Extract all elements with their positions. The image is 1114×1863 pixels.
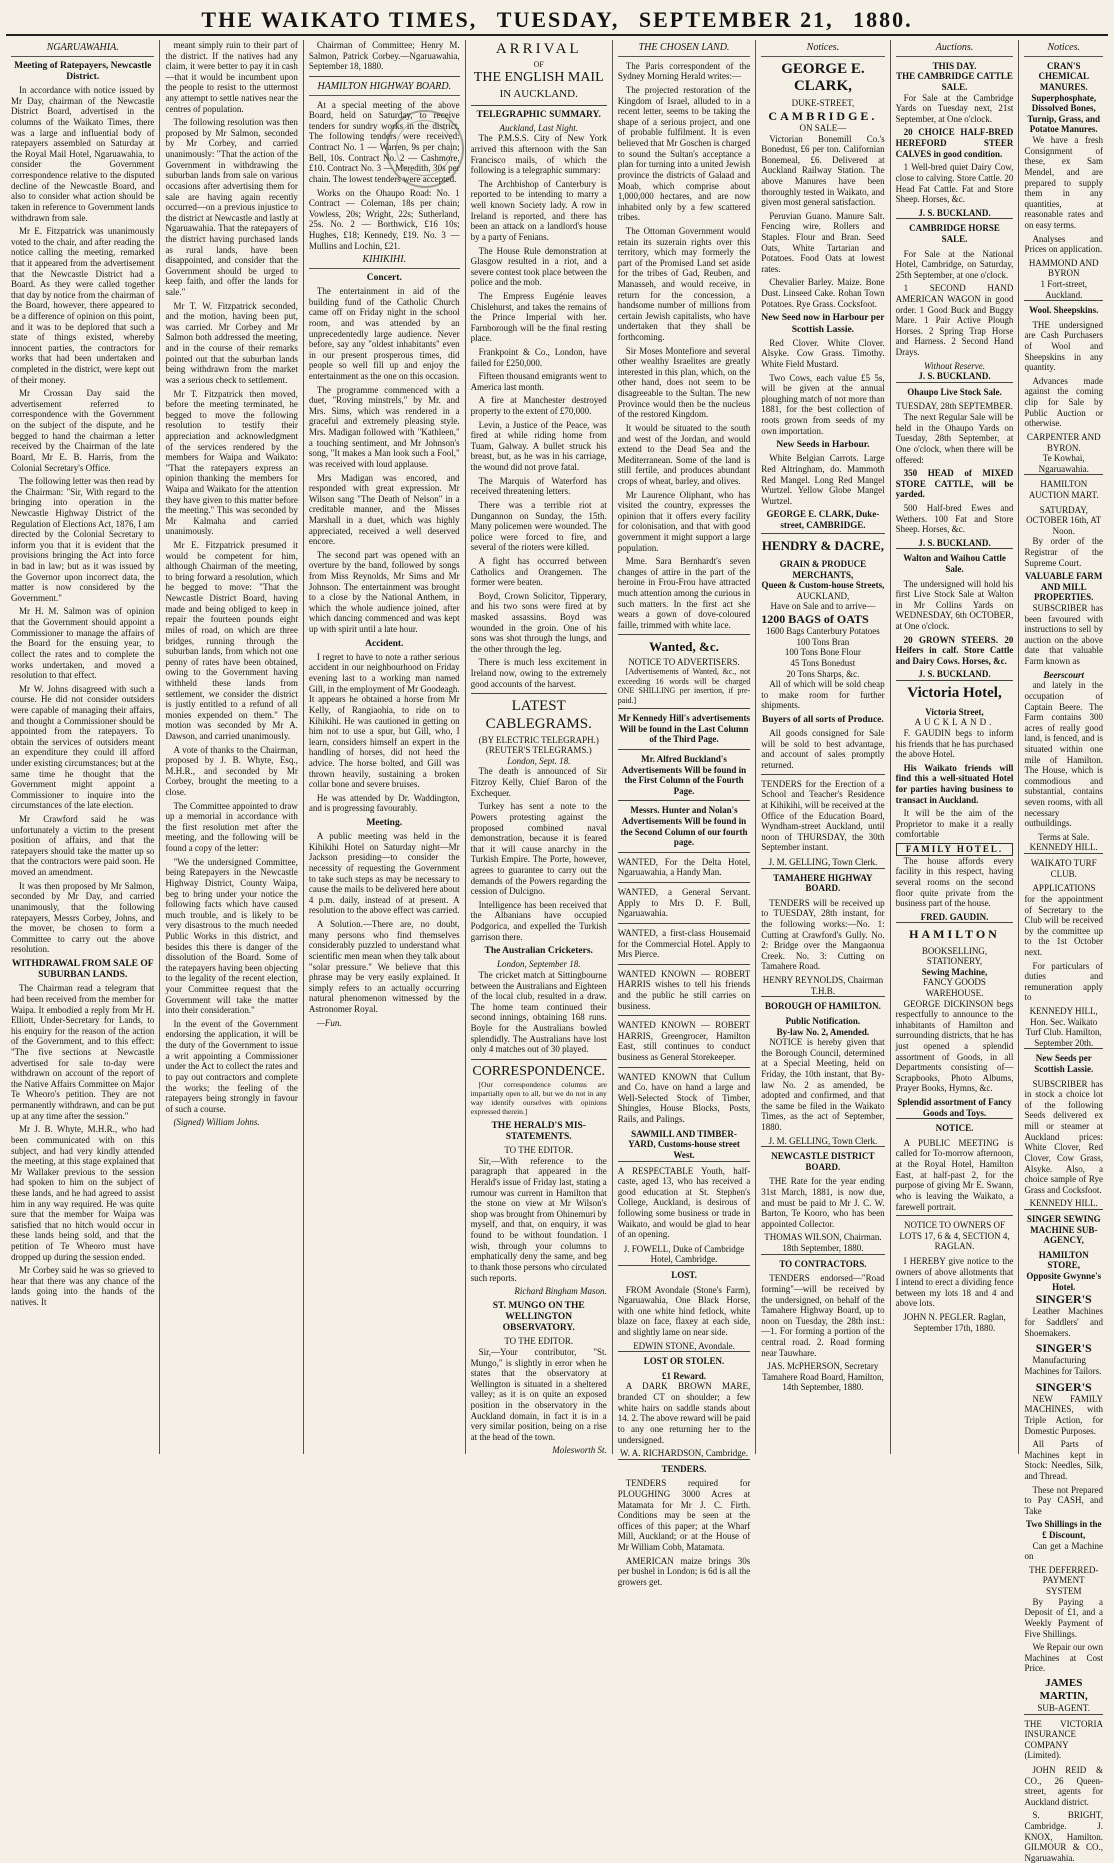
trade: GRAIN & PRODUCE MERCHANTS, [779,558,867,580]
wanted-heading: Wanted, &c. [649,639,719,655]
section-header: HAMILTON HIGHWAY BOARD. [309,81,460,96]
paragraph: I HEREBY give notice to the owners of above allotments that I intend to erect a dividing fence between my lots 18 and 4 and above lots. [895,1255,1014,1309]
paragraph: Sir Moses Montefiore and several other wealthy Israelites are greatly interested in this plan, which, on the other hand, does not seem to be disagreeable to the Sultan. The new Province would then be the nucleus of the restored Kingdom. [617,345,751,420]
masthead-day: TUESDAY, [496,7,620,32]
advert-signoff: J. S. BUCKLAND. [918,669,991,680]
subheading: TAMAHERE HIGHWAY BOARD. [761,868,884,898]
advert-signoff: KENNEDY HILL. [1029,842,1098,853]
dateline: London, Sept. 18. [507,755,571,766]
advert-signoff: J. M. GELLING, Town Clerk. [768,856,878,867]
section-header: Auctions. [896,42,1014,57]
paragraph: There was a terrible riot at Dungannon on Sunday, the 15th. Many policemen were wounded. The police were forced to fire, and several of the rioters were killed. [470,499,607,553]
paragraph: Peruvian Guano. Manure Salt. Fencing wire, Rollers and Staples. Flour and Bran. Seed Oats, White Tartarian and Potatoes. Food Oats at lowest rates. [761,210,885,274]
paragraph: The following resolution was then proposed by Mr Salmon, seconded by Mr Corbey, and carried unanimously: "That the action of the Government in withdrawing the suburban lands from sale on various occasions after advertising them for sale are having again recently occurred—on a previous injustice to the district at Newcastle and lastly at Ngaruawahia. That the ratepayers of the district having purchased lands as rural lands, have been disappointed, and consider that the Government should be urged to keep faith, and offer the lands for sale." [165,117,298,298]
advert-signoff: J. S. BUCKLAND. [918,371,991,382]
subheading: New Seed now in Harbour per Scottish Lassie. [761,313,885,335]
paragraph: The Paris correspondent of the Sydney Morning Herald writes:— [617,60,751,82]
paragraph: The projected restoration of the Kingdom of Israel, alluded to in a recent letter, seems to be taking the shape of a serious project, and one of probable fulfilment. It is even believed that Mr Goschen is charged to sound the Sultan's acceptance a plan for turning into a united Jewish province the districts of Galaad and Moab, which comprise about 1,000,000 hectares, and are now inhabited only by a few scattered tribes. [617,85,751,223]
paragraph: The House Rule demonstration at Glasgow resulted in a riot, and a severe contest took place between the police and the mob. [470,245,607,288]
advert-signoff: THOMAS WILSON, Chairman. [764,1232,882,1243]
subheading: Two Shillings in the £ Discount, [1025,1519,1102,1541]
signature: (Signed) William Johns. [173,1117,260,1128]
subheading: WITHDRAWAL FROM SALE OF SUBURBAN LANDS. [11,958,154,981]
paragraph: Sir,—Your contributor, "St. Mungo," is slightly in error when he states that the observatory at Wellington is situated in a sheltered valley; as it is on quite an exposed position in the observatory in the Auckland domain, in fact it is in a very similar position, being on a rise at the head of the town. [470,1346,607,1442]
paragraph: F. GAUDIN begs to inform his friends that he has purchased the above Hotel. [895,728,1014,760]
date-line: 18th September, 1880. [782,1243,864,1254]
paragraph: Sir,—With reference to the paragraph that appeared in the Herald's issue of Friday last, stating a rumour was current in Hamilton that the stone on view at Mr Wilson's shop was brought from Ohinemuri by myself, and that, on enquiry, it was found to be without foundation. I wish, through your columns to emphatically deny the same, and beg to thank those persons who circulated such reports. [470,1155,607,1283]
paragraph: TENDERS will be received up to TUESDAY, 28th instant, for the following works:—No. 1: Cutting at Crawford's Gully. No. 2: Bridge over the Mangaonua Creek. No. 3: Cutting on Tamahere Road. [761,897,885,972]
paragraph: In the event of the Government endorsing the application, it will be the duty of the Government to issue a writ appointing a Commissioner under the Act to collect the rates and to pay out contractors and complete the works; the feeling of the ratepayers being strongly in favour of such a course. [165,1018,298,1114]
advertiser-name: CRAN'S CHEMICAL MANURES. [1038,60,1089,93]
postmark-stamp-inner [396,120,452,176]
paragraph: It will be the aim of the Proprietor to make it a really comfortable [895,808,1014,840]
paragraph: 500 Half-bred Ewes and Wethers. 100 Fat and Store Sheep. Horses, &c. [895,502,1014,535]
paragraph: Two Cows, each value £5 5s, will be given at the annual ploughing match of not more than 1881, for the best collection of roots grown from seeds of my own importation. [761,372,885,436]
section-header: Notices. [761,42,884,57]
advert-signoff: HAMMOND AND BYRON [1028,257,1099,279]
subheading: BOROUGH OF HAMILTON. [761,996,884,1016]
paragraph: Mr J. B. Whyte, M.H.R., who had been communicated with on this subject, and had very kindly attended the meeting, at this stage explained that Mr Wallaker previous to the session had spoken to him on the subject of these lands, and he had agreed to assist him in any way required. He was quite sure that the member for Waipa was satisfied that no hitch would occur in these lands being sold, and that the petition of Te Wheoro must have dropped up during the session ended. [11,1124,155,1262]
brand: SINGER'S [1035,1292,1092,1307]
column-6 [756,40,890,1454]
advert-signoff: JAMES MARTIN, [1039,1676,1088,1702]
advertiser-name: HENDRY & DACRE, [761,533,884,557]
advert-signoff: SAWMILL AND TIMBER-YARD, Customs-house street West. [628,1128,740,1160]
paragraph: It was then proposed by Mr Salmon, seconded by Mr Day, and carried unanimously, that the following ratepayers, Messrs Corbey, Johns, and the mover, be chosen to form a Committee to carry out the above resolution. [11,880,155,955]
section-header: NGARUAWAHIA. [11,42,154,57]
advert-signoff: J. S. BUCKLAND. [918,537,991,548]
subheading: HAMILTON AUCTION MART. [1024,474,1103,504]
subheading: CAMBRIDGE HORSE SALE. [896,218,1014,248]
brand: SINGER'S [1035,1379,1092,1394]
address: Te Kowhai, Ngaruawahia. [1038,453,1089,474]
advert: WANTED, a first-class Housemaid for the Commercial Hotel. Apply to Mrs Pierce. [618,923,750,964]
columns [6,40,1108,1863]
paragraph: The second part was opened with an overture by the band, followed by songs from Miss Reynolds, Mr Sims and Mr Johnson. The entertainment was brought to a close by the National Anthem, in which the whole audience joined, after which dancing commenced and was kept up with spirit until a late hour. [308,549,460,635]
subheading: New Seeds in Harbour. [776,440,870,451]
paragraph: Mr Crawford said he was unfortunately a victim to the present position of affairs, and that the ratepayers should take the matter up so that the contractors were paid soon. He moved an amendment. [11,814,155,878]
paragraph: We Repair our own Machines at Cost Price. [1024,1642,1103,1674]
advert: Mr. Alfred Buckland's Advertisements Will be found in the First Column of the Fourth Page. [618,749,750,800]
advert: WANTED KNOWN — ROBERT HARRIS, Greengrocer, Hamilton East, still continues to conduct business as General Storekeeper. [618,1015,750,1066]
paragraph: 20 GROWN STEERS. 20 Heifers in calf. Store Cattle and Dairy Cows. Horses, &c. [895,634,1014,666]
reward-label: £1 Reward. [662,1370,707,1381]
signature: Molesworth St. [552,1445,607,1456]
advertiser-name: GEORGE E. CLARK, [781,60,865,95]
advert: THE VICTORIA INSURANCE COMPANY (Limited). [1024,1714,1103,1765]
advert-signoff: KENNEDY HILL. [1029,1198,1098,1209]
subheading: NOTICE. [896,1118,1014,1138]
source-credit: —Fun. [316,1017,342,1028]
item-line: 1200 BAGS of OATS [761,612,869,627]
subheading: Accident. [365,638,404,649]
paragraph: The cricket match at Sittingbourne between the Australians and Eighteen of the local club, resulted in a draw. The home team continued their second innings, obtaining 168 runs. Boyle for the Australians bowled splendidly. The Australians have lost only 4 matches out of 30 played. [470,970,607,1055]
address: Victoria Street, [925,706,984,717]
paragraph: A Solution.—There are, no doubt, many persons who find themselves considerably puzzled to understand what scientific men mean when they talk about "solar pressure." We believe that this phrase may be very easily explained. It simply refers to an actually occurring natural phenomenon witnessed by the Astronomer Royal. [308,919,460,1014]
paragraph: SUBSCRIBER has been favoured with instructions to sell by auction on the above date that valuable Farm known as [1024,603,1103,667]
paragraph: Mme. Sara Bernhardt's seven changes of attire in the part of the heroine in Frou-Frou have attracted much attention among the curious in such matters. In the first act she wears a gown of dove-coloured faille, trimmed with white lace. [617,556,751,630]
paragraph: Mr Laurence Oliphant, who has visited the country, expresses the opinion that it offers every facility for colonisation, and that with good government it might support a large population. [617,489,751,553]
address: Opposite Gwynne's Hotel. [1026,1271,1102,1292]
trade: Sewing Machine, [921,966,988,977]
dateline: London, September 18. [496,959,581,970]
paragraph: We have a fresh Consignment of these, ex Sam Mendel, and are prepared to supply them in any quantities, at reasonable rates and on easy terms. [1024,135,1103,230]
advert: A RESPECTABLE Youth, half-caste, aged 13, who has received a good education at St. Stephen's College, Auckland, is desirous of following some business or trade in Waikato, and would be glad to hear of an opening. [618,1161,750,1244]
paragraph: By Paying a Deposit of £1, and a Weekly Payment of Five Shillings. [1024,1596,1103,1639]
subheading: Walton and Waihou Cattle Sale. [896,548,1014,578]
cablegrams-heading: LATEST CABLEGRAMS. [485,698,592,732]
advert: Mr Kennedy Hill's advertisements Will be found in the Last Column of the Third Page. [618,708,750,749]
masthead-name: THE WAIKATO TIMES, [201,7,478,32]
agency-label: (REUTER'S TELEGRAMS.) [485,745,592,756]
advert-signoff: W. A. RICHARDSON, Cambridge. [620,1448,748,1459]
paragraph: S. BRIGHT, Cambridge. J. KNOX, Hamilton. GILMOUR & CO., Ngaruawahia. [1024,1810,1103,1863]
brand: SINGER'S [1035,1341,1092,1356]
paragraph: For Sale at the Cambridge Yards on Tuesday next, 21st September, at One o'clock. [895,92,1014,124]
advert-signoff: JOHN N. PEGLER. Raglan, September 17th, 1880. [903,1312,1006,1333]
note: Terms at Sale. [1038,831,1090,842]
paragraph: TENDERS required for PLOUGHING 3000 Acres at Matamata for Mr J. C. Firth. Conditions may be seen at the offices of this paper; at the Wharf Mill, Auckland; or at the House of Mr William Cobb, Matamata. [617,1478,751,1552]
paragraph: THE undersigned are Cash Purchasers of Wool and Sheepskins in any quantity. [1024,319,1103,373]
paragraph: By order of the Registrar of the Supreme Court. [1024,536,1103,568]
paragraph: [Advertisements of Wanted, &c., not exceeding 16 words will be charged ONE SHILLING per insertion, if pre-paid.] [617,667,751,705]
paragraph: 1 SECOND HAND AMERICAN WAGON in good order. 1 Good Buck and Buggy Mare. 1 Pair Active Plough Horses. 2 Spring Trap Horse and Harness. 2 Second Hand Drays. [895,283,1014,358]
paragraph: The house affords every facility in this respect, having several rooms on the second floor quite private from the business part of the house. [895,855,1014,909]
item-line: 45 Tons Bonedust [790,658,856,669]
paragraph: There is much less excitement in Ireland now, owing to the extremely good accounts of the harvest. [470,657,607,689]
paragraph: A PUBLIC MEETING is called for To-morrow afternoon, at the Royal Hotel, Hamilton East, at half-past 2, for the purpose of giving Mr E. Swann, who is leaving the Waikato, a farewell portrait. [895,1137,1014,1212]
paragraph: Mr E. Fitzpatrick was unanimously voted to the chair, and after reading the notice calling the meeting, remarked that it appeared from the advertisement that the Newcastle District had a Board. As they were called together that day by notice from the chairman of the Board, however, there appeared to be a difference of opinion on this point, and it was to be deplored that such a state of things existed, whereby innocent parties, the contractors for works that had been undertaken and completed in the district, were kept out of their money. [11,226,155,385]
onsale-label: Have on Sale and to arrive— [770,601,876,612]
paragraph: Levin, a Justice of the Peace, was fired at while riding home from Tuam, Galway. A bullet struck his breast, but, as he was in his carriage, the wound did not prove fatal. [470,419,607,473]
advert-signoff: J. FOWELL, Duke of Cambridge Hotel, Cambridge. [623,1243,745,1265]
onsale-label: ON SALE— [799,122,847,133]
paragraph: GEORGE DICKINSON begs respectfully to announce to the inhabitants of Hamilton and surrounding districts, that he has just opened a splendid assortment of Goods, in all Departments consisting of—Scrapbooks, Photo Albums, Prayer Books, Hymns, &c. [895,998,1014,1094]
advert-signoff: EDWIN STONE, Avondale. [633,1340,735,1351]
subheading: NOTICE TO OWNERS OF LOTS 17, 6 & 4, SECTION 4, RAGLAN. [896,1215,1014,1256]
subheading: Public Notification. [785,1015,861,1026]
paragraph: Fifteen thousand emigrants went to America last month. [470,371,607,392]
paragraph: "We the undersigned Committee, being Ratepayers in the Newcastle Highway District, County Waipa, beg to bring under your notice the following facts which have caused much trouble, and is likely to be very disastrous to the much needed Public Works in this district, and besides this there is danger of the dissolution of the Board. Some of the ratepayers having been objecting to the legality of the recent election, your Committee request that the Government will take the matter into their consideration." [165,856,298,1016]
paragraph: Mrs Madigan was encored, and responded with great expression. Mr Wilson sang "The Death of Nelson" in a creditable manner, and the Misses Marshall in a duet, which was highly appreciated, received a well deserved encore. [308,472,460,547]
paragraph: 350 HEAD of MIXED STORE CATTLE, will be yarded. [895,468,1014,500]
note: Without Reserve. [924,360,985,371]
paragraph: I regret to have to note a rather serious accident in our neighbourhood on Friday evening last to a working man named Gill, in the employment of Mr Goodeagh. It appears he obtained a horse from Mr Kelly, of Rangiaohia, to ride on to Kihikihi. He was cautioned in getting on him not to use a spur, but Gill, who, I learn, considers himself an expert in the handling of horses, did not heed the advice. The horse bolted, and Gill was thrown heavily, sustaining a broken collar bone and severe bruises. [308,651,460,790]
paragraph: Chairman of Committee; Henry M. Salmon, Patrick Corbey.—Ngaruawahia, September 18, 1880. [308,40,460,72]
paragraph: meant simply ruin to their part of the district. If the natives had any claim, it were better to pay it in cash—that it would be incumbent upon the people to resist to the uttermost any attempt to settle natives near the centres of population. [165,40,298,114]
subheading: WAIKATO TURF CLUB. [1024,853,1103,883]
farm-name: Beerscourt [1043,669,1084,680]
telegraph-label: (BY ELECTRIC TELEGRAPH.) [478,734,599,745]
trade: FANCY GOODS WAREHOUSE. [923,977,986,998]
town: AUCKLAND. [914,717,995,728]
paragraph: All of which will be sold cheap to make room for further shipments. [761,679,885,711]
paragraph: The undersigned will hold his first Live Stock Sale at Walton in Mr Collins Yards on WEDNESDAY, 6th OCTOBER, at One o'clock. [895,578,1014,632]
paragraph: AMERICAN maize brings 30s per bushel in London; is 6d is all the growers get. [617,1555,751,1587]
paragraph: A fire at Manchester destroyed property to the extent of £70,000. [470,395,607,417]
section-header: THE CHOSEN LAND. [618,42,750,57]
paragraph: The Chairman read a telegram that had been received from the member for Waipa. It embodied a reply from Mr H. Elliott, Under-Secretary for Lands, to his enquiry for the reason of the action of the Government, and to this effect: "The five sections at Newcastle advertised for sale to-day were withdrawn on account of the report of the Native Affairs Committee on Major Te Wheoro's petition. They are not permanently withdrawn, and can be put up at any time after the session." [11,983,155,1121]
subheading: Buyers of all sorts of Produce. [762,715,884,726]
subheading: TENDERS. [618,1459,750,1479]
paragraph: A vote of thanks to the Chairman, proposed by J. B. Whyte, Esq., M.H.R., and seconded by Mr Corbey, brought the meeting to a close. [165,744,298,798]
paragraph: He was attended by Dr. Waddington, and is progressing favourably. [308,792,460,814]
date-line: SATURDAY, OCTOBER 16th, AT Noon. [1026,504,1102,536]
advert: WANTED KNOWN — ROBERT HARRIS wishes to tell his friends and the public he still carries on business. [618,964,750,1015]
divider [471,105,607,106]
masthead [6,6,1108,36]
advert-signoff: J. S. BUCKLAND. [918,207,991,218]
paragraph: In accordance with notice issued by Mr Day, chairman of the Newcastle District Board, advertised in the columns of the Waikato Times, there was a large and influential body of ratepayers assembled on Saturday at the Royal Mail Hotel, Ngaruawahia, to consider the Government correspondence relative to the disputed decline of the Newcastle Board, and also to consider what action should be taken in reference to Government lands withdrawn from sale. [11,85,155,223]
paragraph: The programme commenced with a duet, "Roving minstrels," by Mr. and Mrs. Sims, which was rendered in a graceful and extremely pleasing style. Mrs. Madigan followed with "Kathleen," a touching sentiment, and Mr Johnson's song, "It makes a Man look such a Fool," was received with loud applause. [308,384,460,469]
subheading: Superphosphate, Dissolved Bones, Turnip, Grass, and Potatoe Manures. [1027,92,1101,135]
masthead-year: 1880. [853,7,913,32]
advert: WANTED, For the Delta Hotel, Ngaruawahia, a Handy Man. [618,852,750,882]
advert-signoff: HENRY REYNOLDS, Chairman T.H.B. [762,975,884,996]
paragraph: Mr Corbey said he was so grieved to hear that there was any chance of the lands going into the hands of the natives. It [11,1265,155,1308]
masthead-date: SEPTEMBER 21, [638,7,834,32]
paragraph: The Archbishop of Canterbury is reported to be intending to marry a well known Society lady. A row in Ireland is reported, and there has been an attack on a landlord's house by a party of Fenians. [470,178,607,242]
advert: WANTED KNOWN that Cullum and Co. have on hand a large and Well-Selected Stock of Timber, Shingles, House Blocks, Posts, Rails, and Palings. [618,1067,750,1129]
paragraph: 20 CHOICE HALF-BRED HEREFORD STEER CALVES in good condition. [895,127,1014,159]
signature: Richard Bingham Mason. [514,1286,607,1297]
paragraph: Mr E. Fitzpatrick presumed it would be competent for him, although Chairman of the meeting, to bring forward a resolution, which he begged to move: "That the Newcastle District Board, having made and being obliged to keep in repair the fourteen pounds eight miles of road, on which are three bridges, running through the suburban lands, from which not one penny of rates have been obtained, owing to the Government having withheld these lands from settlement, we consider the district is justly entitled to a refund of all monies expended on them." The motion was seconded by Mr A. Dawson, and carried unanimously. [165,540,298,741]
correspondence-heading: CORRESPONDENCE. [472,1063,606,1079]
paragraph: For Sale at the National Hotel, Cambridge, on Saturday, 25th September, at one o'clock. [895,248,1014,280]
trade: BOOKSELLING, STATIONERY, [921,945,988,967]
paragraph: Mr H. M. Salmon was of opinion that the Government should appoint a Commissioner to manage the affairs of the Board for the ensuing year, to collect the rates and to complete the works undertaken, and moved a resolution to that effect. [11,606,155,681]
paragraph: The Ottoman Government would retain its suzerain rights over this territory, which may formerly the part of the Promised Land set aside for the tribes of Gad, Reuben, and Manasseh, and would receive, in return for the concession, a handsome number of millions from certain Jewish capitalists, who have undertaken that they shall be forthcoming. [617,225,751,343]
paragraph: NOTICE is hereby given that the Borough Council, determined at a Special Meeting, held on Friday, the 10th instant, that By-law No. 2 as amended, be adopted and confirmed, and that the same be filed in the Waikato Times, as the act of September, 1880. [761,1037,885,1132]
subheading: The Australian Cricketers. [484,946,593,957]
address: 1 Fort-street, Auckland. [1040,278,1087,300]
paragraph: It would be situated to the south and west of the Jordan, and would extend to the Dead Sea and the Mediterranean. Some of the land is still fertile, and produces abundant crops of wheat, barley, and olives. [617,422,751,486]
paragraph: Mr T. Fitzpatrick then moved, before the meeting terminated, he begged to move the following resolution to testify their appreciation and acknowledgment of the services rendered by the members for Waipa and Waikato: "That the ratepayers express an opinion thanking the members for Waipa and Waikato for the attention they have given to this matter before the meeting." This was seconded by Mr Kalmaha and carried unanimously. [165,388,298,537]
paragraph: All goods consigned for Sale will be sold to best advantage, and account of sales promptly returned. [761,728,885,771]
paragraph: FROM Avondale (Stone's Farm), Ngaruawahia, One Black Horse, with one white hind fetlock, white blaze on face, flaxey at each side, and slightly lame on near side. [617,1284,751,1338]
dateline: Auckland, Last Night. [499,122,578,133]
divider [471,693,607,694]
subheading: ST. MUNGO ON THE WELLINGTON OBSERVATORY. [492,1300,585,1334]
paragraph: The next Regular Sale will be held in the Ohaupo Yards on Tuesday, 28th September, at One o'clock, when there will be offered: [895,412,1014,465]
section-header: KIHIKIHI. [309,254,460,269]
subheading: New Seeds per Scottish Lassie. [1024,1048,1103,1078]
subheading: TO CONTRACTORS. [761,1254,884,1274]
paragraph: Advances made against the coming clip for Sale by Public Auction or otherwise. [1024,375,1103,429]
subheading: Meeting. [366,818,403,828]
paragraph: A fight has occurred between Catholics and Orangemen. The former were beaten. [470,555,607,588]
divider [309,76,460,77]
paragraph: The death is announced of Sir Fitzroy Kelly, Chief Baron of the Exchequer. [470,766,607,798]
paragraph: The Empress Eugénie leaves Chislehurst, and takes the remains of the Prince Imperial with her. Farnborough will be the final resting place. [470,290,607,344]
paragraph: Mr W. Johns disagreed with such a course. He did not consider outsiders were capable of managing their affairs, and thought a Commissioner should be appointed from the ratepayers. To obtain the services of outsiders meant an expenditure they could ill afford under existing circumstances; but at the same time he thought that the Government might appoint a Commissioner to inquire into the circumstances of the late election. [11,683,155,811]
subheading: HAMILTON STORE, [1038,1249,1089,1271]
paragraph: Turkey has sent a note to the Powers protesting against the proposed combined naval demonstration, because it is feared that it will cause anarchy in the Turkish Empire. The Porte, however, agrees to guarantee to carry out the demands of the Powers regarding the cession of Dulcigno. [470,801,607,897]
paragraph: The following letter was then read by the Chairman: "Sir, With regard to the bringing into operation in the Newcastle Highway District of the Regulation of Elections Act, 1876, I am directed by the Colonial Secretary to inform you that it is evident that the provisions bringing the Act into force in bad in law; but as it was issued by the Governor upon incorrect data, the matter is now considered by the Government." [11,476,155,603]
paragraph: TENDERS endorsed—"Road forming"—will be received by the undersigned, on behalf of the Tamahere Highway Board, up to noon on Tuesday, the 28th inst.:—1. For forming a portion of the central road. 2. Road forming near Tauwhare. [761,1273,885,1358]
town: HAMILTON [896,922,1014,945]
section-header: Notices. [1024,42,1103,57]
subheading: THE CAMBRIDGE CATTLE SALE. [896,71,1013,93]
paragraph: Manufacturing Machines for Tailors. [1024,1355,1102,1376]
paragraph: Mr Crossan Day said the advertisement referred to correspondence with the Government on the subject of the dispute, and he begged to hand the chairman a letter received by the Chairman of the late Board, Mr E. B. Harris, from the Colonial Secretary's Office. [11,388,155,473]
advert-signoff: FRED. GAUDIN. [920,911,989,922]
paragraph: The Marquis of Waterford has received threatening letters. [470,475,607,497]
paragraph: JOHN REID & CO., 26 Queen-street, agents for Auckland district. [1024,1764,1103,1807]
subheading: Ohaupo Live Stock Sale. [896,382,1014,402]
paragraph: THE Rate for the year ending 31st March, 1881, is now due, and must be paid to Mr J. C. W. Barton, Te Kooro, who has been appointed Collector. [761,1176,885,1229]
notice-label: NOTICE TO ADVERTISERS. [628,656,740,667]
paragraph: 1 Well-bred quiet Dairy Cow, close to calving. Store Cattle. 20 Head Fat Cattle. Fat and Store Sheep. Horses, &c. [895,162,1014,205]
column-2 [160,40,303,1454]
paragraph: Works on the Ohaupo Road: No. 1 Contract — Coleman, 18s per chain; Vowless, 20s; Wright, 22s; Sutherland, 25s. No. 2 — Borthwick, £16 10s; Hughes, £18; Kennedy, £19. No. 3 — Mullins and Lochin, £21. [308,187,460,251]
paragraph: Leather Machines for Saddlers' and Shoemakers. [1024,1306,1103,1338]
english-mail-heading: THE ENGLISH MAIL [473,70,604,86]
subheading: VALUABLE FARM AND MILL PROPERTIES. [1025,571,1103,603]
address: Queen & Custom-house Streets, [761,580,885,591]
item-line: 100 Tons Bran [796,636,850,647]
subheading: Splendid assortment of Fancy Goods and Toys. [897,1097,1012,1118]
subheading: SINGER SEWING MACHINE SUB-AGENCY, [1024,1209,1103,1250]
subheading: LOST OR STOLEN. [618,1351,750,1371]
column-4 [466,40,613,1454]
subheading: Wool. Sheepskins. [1024,300,1103,320]
town: AUCKLAND, [796,590,850,601]
paragraph: Mr T. W. Fitzpatrick seconded, and the motion, having been put, was carried. Mr Corbey and Mr Salmon both addressed the meeting, and in the course of their remarks pointed out that the suburban lands being withdrawn from the market was a serious check to settlement. [165,300,298,385]
article-title: Meeting of Ratepayers, Newcastle District. [14,60,152,82]
paragraph: Can get a Machine on [1024,1540,1103,1562]
date-line: TUESDAY, 28th SEPTEMBER. [895,401,1014,412]
subheading: THE DEFERRED-PAYMENT SYSTEM [1029,1564,1099,1597]
subheading: LOST. [618,1265,750,1285]
title: SUB-AGENT. [1037,1702,1091,1713]
subheading: Concert. [366,272,402,283]
subheading: THIS DAY. [932,60,977,71]
advert-signoff: CARPENTER AND BYRON. [1026,431,1101,453]
column-8 [1019,40,1108,1863]
paragraph: At a special meeting of the above Board, held on Saturday, to receive tenders for sundry works in the district. The following tenders were received: Contract No. 1 — Warren, 9s per chain; Bell, 10s. Contract No. 2 — Cashmore, £10. Contract No. 3 — Meredith, 30s per chain. The lowest tenders were accepted. [308,99,460,184]
paragraph: NEW FAMILY MACHINES, with Triple Action, for Domestic Purposes. [1024,1393,1103,1436]
hotel-name: Victoria Hotel, [896,680,1014,707]
subheading: THE HERALD'S MIS-STATEMENTS. [491,1120,586,1143]
subheading: NEWCASTLE DISTRICT BOARD. [761,1146,884,1176]
subheading: By-law No. 2, Amended. [776,1026,870,1037]
to-editor: TO THE EDITOR. [504,1145,574,1156]
advert-signoff: GEORGE E. CLARK, Duke-street, CAMBRIDGE. [766,509,880,531]
item-line: 1600 Bags Canterbury Potatoes [766,626,880,637]
advert-signoff: JAS. McPHERSON, Secretary Tamahere Road Board, Hamilton, 14th September, 1880. [762,1361,884,1393]
paragraph: A DARK BROWN MARE, branded CT on shoulder; a few white hairs on saddle stands about 14. 2. The above reward will be paid to any one returning her to the undersigned. [617,1381,751,1445]
in-auckland: IN AUCKLAND. [499,87,578,100]
divider [618,634,750,635]
paragraph: Boyd, Crown Solicitor, Tipperary, and his two sons were fired at by masked assassins. Boyd was wounded in the groin. One of his sons was shot through the lungs, and the other through the leg. [470,590,607,654]
advert: TENDERS for the Erection of a School and Teacher's Residence at Kihikihi, will be received at the Office of the Education Board, Wyndham-street Auckland, until noon of THURSDAY, the 30th September instant. [761,774,884,857]
column-5 [613,40,756,1587]
paragraph: For particulars of duties and remuneration apply to [1024,960,1103,1003]
column-1 [6,40,160,1454]
family-hotel-box: FAMILY HOTEL. [896,843,1014,856]
paragraph: Red Clover. White Clover. Alsyke. Cow Grass. Timothy. White Field Mustard. [761,337,885,369]
paragraph: and lately in the occupation of Captain Beere. The Farm contains 300 acres of really good land, is fenced, and is situated within one mile of Hamilton. The House, which is commodious and substantial, contains seven rooms, with all necessary outbuildings. [1024,680,1103,829]
item-line: 20 Tons Sharps, &c. [786,668,860,679]
address: DUKE-STREET, [791,98,855,109]
paragraph: A public meeting was held in the Kihikihi Hotel on Saturday night—Mr Jackson presiding—to consider the necessity of requesting the Government to take such steps as may be necessary to cause the mails to be delivered here about 4 p.m. daily, instead of at present. A resolution to the above effect was carried. [308,831,460,916]
paragraph: Intelligence has been received that the Albanians have occupied Podgorica, and expelled the Turkish garrison there. [470,899,607,942]
paragraph: The entertainment in aid of the building fund of the Catholic Church came off on Friday night in the school room, and was attended by an unprecedentedly large audience. Never before, say any "oldest inhabitants" even in our present prosperous times, did people so well fill up and enjoy the entertainment as the one on this occasion. [308,286,460,382]
paragraph: White Belgian Carrots. Large Red Altringham, do. Mammoth Red Mangel. Long Red Mangel Wurtzel. Yellow Globe Mangel Wurtzel. [761,453,885,506]
town: CAMBRIDGE. [768,108,878,123]
paragraph: Frankpoint & Co., London, have failed for £250,000. [470,347,607,368]
paragraph: APPLICATIONS for the appointment of Secretary to the Club will be received by the committee up to the 1st October next. [1024,883,1103,957]
paragraph: All Parts of Machines kept in Stock: Needles, Silk, and Thread. [1024,1439,1103,1481]
item-line: 100 Tons Bone Flour [784,647,861,658]
arrival-heading: ARRIVAL [495,41,582,57]
column-7 [891,40,1020,1454]
paragraph: Victorian Bonemill Co.'s Bonedust, £6 per ton. Californian Bonemeal, £6. Delivered at Auckland Railway Station. The above Manures have been thoroughly tested in Waikato, and given most general satisfaction. [761,133,885,208]
paragraph: The P.M.S.S. City of New York arrived this afternoon with the San Francisco mails, of which the following is a telegraphic summary: [470,133,607,176]
advert-signoff: KENNEDY HILL, Hon. Sec. Waikato Turf Club. Hamilton, September 20th. [1025,1005,1102,1048]
advert: Messrs. Hunter and Nolan's Advertisements Will be found in the Second Column of our fourth page. [618,800,750,851]
advert: WANTED, a General Servant. Apply to Mrs D. F. Bull, Ngaruawahia. [618,882,750,923]
paragraph: SUBSCRIBER has in stock a choice lot of the following Seeds delivered ex mill or steamer at Auckland prices: White Clover, Red Clover, Cow Grass, Alsyke. Also, a choice sample of Rye Grass and Cocksfoot. [1024,1078,1103,1195]
subheading: TELEGRAPHIC SUMMARY. [476,109,601,120]
to-editor: TO THE EDITOR. [504,1336,574,1347]
paragraph: Chevalier Barley. Maize. Bone Dust. Linseed Cake. Rohan Town Potatoes. Rye Grass. Cocksfoot. [761,277,885,309]
column-3 [304,40,466,1454]
paragraph: His Waikato friends will find this a well-situated Hotel for parties having business to transact in Auckland. [895,762,1014,805]
paragraph: The Committee appointed to draw up a memorial in accordance with the first resolution met after the meeting, and the following will be found a copy of the letter: [165,800,298,854]
of-label: OF [533,59,544,69]
editorial-note: [Our correspondence columns are impartially open to all, but we do not in any way identify ourselves with opinions expressed therein.] [470,1080,607,1116]
advert-signoff: J. M. GELLING, Town Clerk. [768,1135,878,1146]
divider [471,1059,607,1060]
paragraph: These not Prepared to Pay CASH, and Take [1024,1484,1103,1516]
paragraph: Analyses and Prices on application. [1024,233,1103,255]
